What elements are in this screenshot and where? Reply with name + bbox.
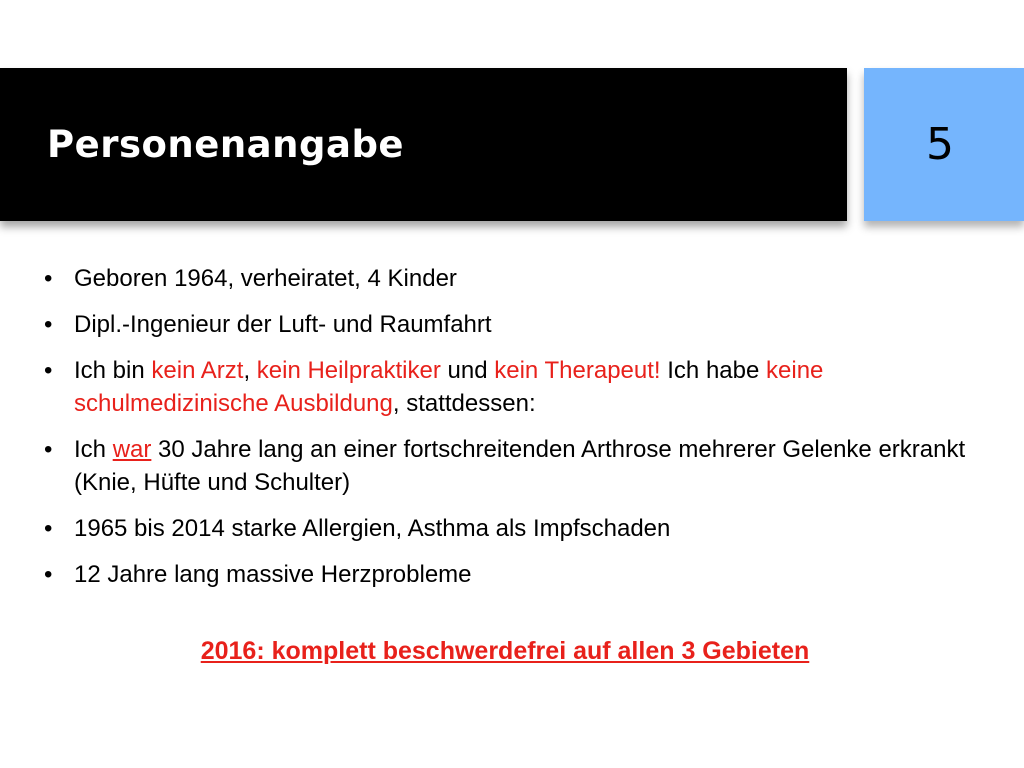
- bullet-text: Geboren 1964, verheiratet, 4 Kinder: [74, 265, 457, 292]
- highlight-not-doctor: kein Arzt: [151, 357, 244, 384]
- bullet-dot: •: [44, 561, 53, 588]
- bullet-dot: •: [44, 515, 53, 542]
- highlight-was: war: [112, 436, 152, 463]
- bullet-dot: •: [44, 311, 53, 338]
- bullet-item-profession: [44, 308, 984, 341]
- bullet-text: Ich habe: [660, 357, 767, 384]
- bullet-text: 12 Jahre lang massive Herzprobleme: [74, 561, 472, 588]
- bullet-text: , stattdessen:: [392, 390, 536, 417]
- bullet-dot: •: [44, 265, 53, 292]
- conclusion-line: 2016: komplett beschwerdefrei auf allen 3 Gebieten: [200, 637, 810, 665]
- bullet-text: 30 Jahre lang an einer fortschreitenden Arthrose mehrerer Gelenke erkrankt (Knie, Hüfte und Schulter): [74, 436, 966, 496]
- bullet-text: und: [440, 357, 495, 384]
- bullet-text: Ich: [74, 436, 113, 463]
- bullet-item-arthrosis: [44, 433, 984, 499]
- bullet-text: 1965 bis 2014 starke Allergien, Asthma als Impfschaden: [74, 515, 671, 542]
- bullet-text: Dipl.-Ingenieur der Luft- und Raumfahrt: [74, 311, 492, 338]
- highlight-not-healer: kein Heilpraktiker: [256, 357, 441, 384]
- bullet-content: [44, 262, 984, 604]
- bullet-text: ,: [243, 357, 257, 384]
- bullet-item-heart: [44, 558, 984, 591]
- slide-title: Personenangabe: [47, 123, 405, 166]
- bullet-item-allergies: [44, 512, 984, 545]
- bullet-dot: •: [44, 357, 53, 384]
- bullet-dot: •: [44, 436, 53, 463]
- bullet-list: [44, 262, 984, 591]
- bullet-text: Ich bin: [74, 357, 152, 384]
- highlight-no-training: keine schulmedizinische Ausbildung: [74, 357, 824, 417]
- highlight-not-therapist: kein Therapeut!: [494, 357, 661, 384]
- slide-number: 5: [926, 119, 954, 170]
- bullet-item-disclaimer: [44, 354, 984, 420]
- bullet-item-born: [44, 262, 984, 295]
